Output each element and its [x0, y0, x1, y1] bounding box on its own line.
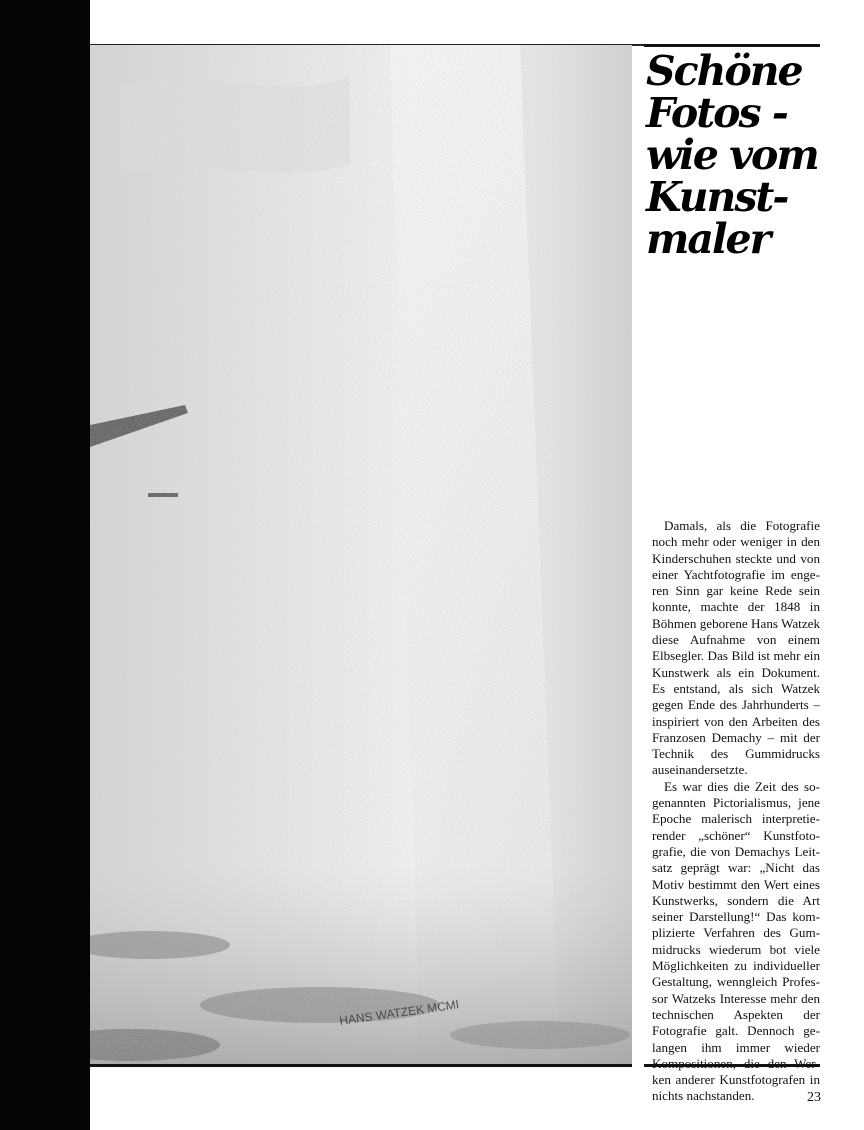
headline-line: Schöne: [646, 47, 802, 95]
column-bottom-rule: [644, 1064, 820, 1067]
article-paragraph: Damals, als die Fotografie noch mehr oder weniger in den Kinderschuhen steckte und von einer Yachtfotografie im engeren Sinn gar keine Rede sein konnte, machte der 1848 in Böhmen geborene Hans Watzek diese Aufnahme von einem Elbsegler. Das Bild ist mehr ein Kunstwerk als ein Dokument. Es entstand, als sich Watzek gegen Ende des Jahrhunderts – inspiriert von den Arbeiten des Franzosen Demachy – mit der Technik des Gummidrucks auseinandersetzte.: [652, 518, 820, 778]
headline-line: Kunst-: [646, 173, 788, 221]
headline: [646, 47, 856, 263]
binding-edge: [0, 0, 90, 1130]
article-paragraph: Es war dies die Zeit des sogenannten Pictorialismus, jene Epoche malerisch interpretierender „schöner“ Kunstfotografie, die von Demachys Leitsatz geprägt war: „Nicht das Motiv bestimmt den Wert eines Kunstwerks, sondern die Art seiner Darstellung!“ Das komplizierte Verfahren des Gummidrucks wiederum bot viele Möglichkeiten zu individueller Gestaltung, wenngleich Professor Watzeks Interesse mehr den technischen Aspekten der Fotografie galt. Dennoch gelangen ihm immer wieder en anderer Kunstfotografen in nichts nachstanden.: [652, 778, 820, 1104]
headline-line: wie vom: [646, 131, 818, 179]
article-body: [652, 518, 820, 1105]
page-number: 23: [807, 1090, 821, 1105]
sailboat-photograph: [90, 45, 632, 1065]
headline-line: Fotos -: [646, 89, 787, 137]
headline-line: maler: [646, 215, 770, 263]
photo-signature: HANS WATZEK MCMI: [338, 997, 460, 1028]
photo-bottom-rule: [90, 1064, 632, 1067]
